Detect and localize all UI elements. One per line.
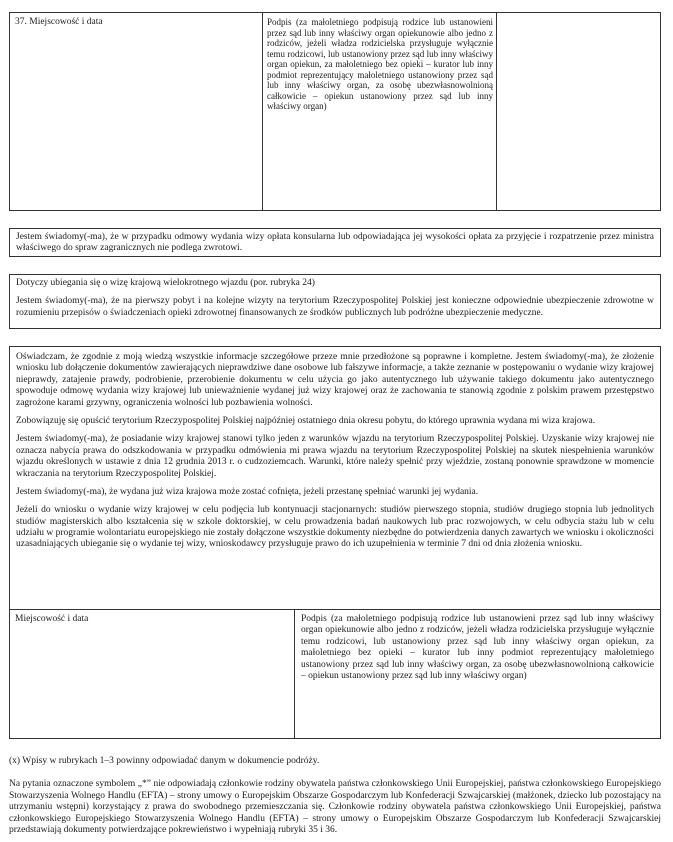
declaration-box (9, 346, 661, 739)
section-37-table (9, 12, 661, 211)
multi-entry-box (9, 274, 661, 329)
place-date-label: Miejscowość i data (15, 614, 89, 624)
declaration-paragraph: Jestem świadomy(-ma), że wydana już wiza krajowa może zostać cofnięta, jeżeli przestanę spełniać warunki jej wydania. (16, 486, 479, 497)
signature-field-37[interactable] (497, 13, 661, 210)
place-date-label-37: 37. Miejscowość i data (15, 17, 103, 27)
footnote-star: Na pytania oznaczone symbolem „*” nie odpowiadają członkowie rodziny obywatela państwa członkowskiego Unii Europejskiej, państwa członkowskiego Europejskiego Stowarzyszenia Wolnego Handlu (EFTA) – strony umowy o Europejskim Obszarze Gospodarczym lub Konfederacji Szwajcarskiej (małżonek, dziecko lub pozostający na utrzymaniu wstępni) korzystający z prawa do swobodnego przemieszczania się. Członkowie rodziny obywatela państwa członkowskiego Unii Europejskiej, państwa członkowskiego Europejskiego Stowarzyszenia Wolnego Handlu (EFTA) – strony umowy o Europejskim Obszarze Gospodarczym lub Konfederacji Szwajcarskiej przedstawiają dokumenty potwierdzające pokrewieństwo i wypełniają rubryki 35 i 36. (9, 779, 661, 835)
multi-entry-title: Dotyczy ubiegania się o wizę krajową wielokrotnego wjazdu (por. rubryka 24) (16, 278, 315, 288)
place-date-field-37[interactable] (10, 13, 262, 210)
place-date-field[interactable] (10, 610, 294, 739)
signature-description-37 (263, 13, 496, 112)
multi-entry-text: Jestem świadomy(-ma), że na pierwszy pobyt i na kolejne wizyty na terytorium Rzeczypospolitej Polskiej jest konieczne odpowiednie ubezpieczenie zdrowotne w rozumieniu przepisów o świadczeniach opieki zdrowotnej finansowanych ze środków publicznych lub podróżne ubezpieczenie medyczne. (16, 296, 654, 318)
declaration-paragraph: Oświadczam, że zgodnie z moją wiedzą wszystkie informacje szczegółowe przeze mnie przedłożone są poprawne i kompletne. Jestem świadomy(-ma), że złożenie wniosku lub dołączenie dokumentów zawierających nieprawdziwe dane osobowe lub fałszywe informacje, a także zeznanie w postępowaniu o wydanie wizy krajowej nieprawdy, zatajenie prawdy, podrobienie, przerobienie dokumentu w celu użycia go jako autentycznego lub używanie takiego dokumentu jako autentycznego spowoduje odmowę wydania wizy krajowej lub unieważnienie wydanej już wizy krajowej oraz że zachowania te stanowią zgodnie z polskim prawem przestępstwo zagrożone karami grzywny, ograniczenia wolności lub pozbawienia wolności. (16, 352, 654, 408)
declaration-paragraph: Jestem świadomy(-ma), że posiadanie wizy krajowej stanowi tylko jeden z warunków wjazdu na terytorium Rzeczypospolitej Polskiej. Uzyskanie wizy krajowej nie oznacza nabycia prawa do odszkodowania w przypadku odmówienia mi prawa wjazdu na terytorium Rzeczypospolitej Polskiej na skutek niespełnienia warunków wjazdu określonych w ustawie z dnia 12 grudnia 2013 r. o cudzoziemcach. Warunki, które należy spełnić przy wjeździe, zostaną ponownie sprawdzone w momencie wkraczania na terytorium Rzeczypospolitej Polskiej. (16, 434, 654, 479)
fee-notice-text: Jestem świadomy(-ma), że w przypadku odmowy wydania wizy opłata konsularna lub odpowiadająca jej wysokości opłata za przyjęcie i rozpatrzenie przez ministra właściwego do spraw zagranicznych nie podlega zwrotowi. (16, 232, 654, 254)
declaration-paragraph: Jeżeli do wniosku o wydanie wizy krajowej w celu podjęcia lub kontynuacji stacjonarnych: studiów pierwszego stopnia, studiów drugiego stopnia lub jednolitych studiów magisterskich albo kształcenia się w szkole doktorskiej, w celu prowadzenia badań naukowych lub prac rozwojowych, w celu odbycia stażu lub w celu udziału w programie wolontariatu europejskiego nie zostały dołączone wszystkie dokumenty niezbędne do potwierdzenia danych zawartych we wniosku i okoliczności uzasadniających ubieganie się o wydanie tej wizy, wnioskodawcy przysługuje prawo do ich uzupełnienia w terminie 7 dni od dnia złożenia wniosku. (16, 505, 654, 550)
declaration-paragraphs (10, 347, 660, 551)
footnote-x: (x) Wpisy w rubrykach 1–3 powinny odpowiadać danym w dokumencie podróży. (9, 756, 320, 766)
declaration-paragraph: Zobowiązuję się opuścić terytorium Rzeczypospolitej Polskiej najpóźniej ostatniego dnia okresu pobytu, do którego uprawnia wydana mi wiza krajowa. (16, 415, 596, 426)
footnotes (9, 756, 661, 836)
signature-text: Podpis (za małoletniego podpisują rodzice lub ustanowieni przez sąd lub inny właściwy organ opiekunowie albo jedno z rodziców, jeżeli władza rodzicielska przysługuje wyłącznie temu rodzicowi, lub ustanowiony przez sąd lub inny właściwy organ opiekun, za małoletniego bez opieki – kurator lub inny podmiot reprezentujący małoletniego ustanowiony przez sąd lub inny właściwy organ, za osobę ubezwłasnowolnioną całkowicie – opiekun ustanowiony przez sąd lub inny właściwy organ) (301, 614, 654, 681)
signature-field[interactable] (295, 610, 660, 739)
signature-text-37: Podpis (za małoletniego podpisują rodzice lub ustanowieni przez sąd lub inny właściwy organ opiekunowie albo jedno z rodziców, jeżeli władza rodzicielska przysługuje wyłącznie temu rodzicowi, lub ustanowiony przez sąd lub inny właściwy organ opiekun, za małoletniego bez opieki – kurator lub inny podmiot reprezentujący małoletniego ustanowiony przez sąd lub inny właściwy organ, za osobę ubezwłasnowolnioną całkowicie – opiekun ustanowiony przez sąd lub inny właściwy organ) (267, 17, 493, 112)
fee-notice-box (9, 228, 661, 257)
